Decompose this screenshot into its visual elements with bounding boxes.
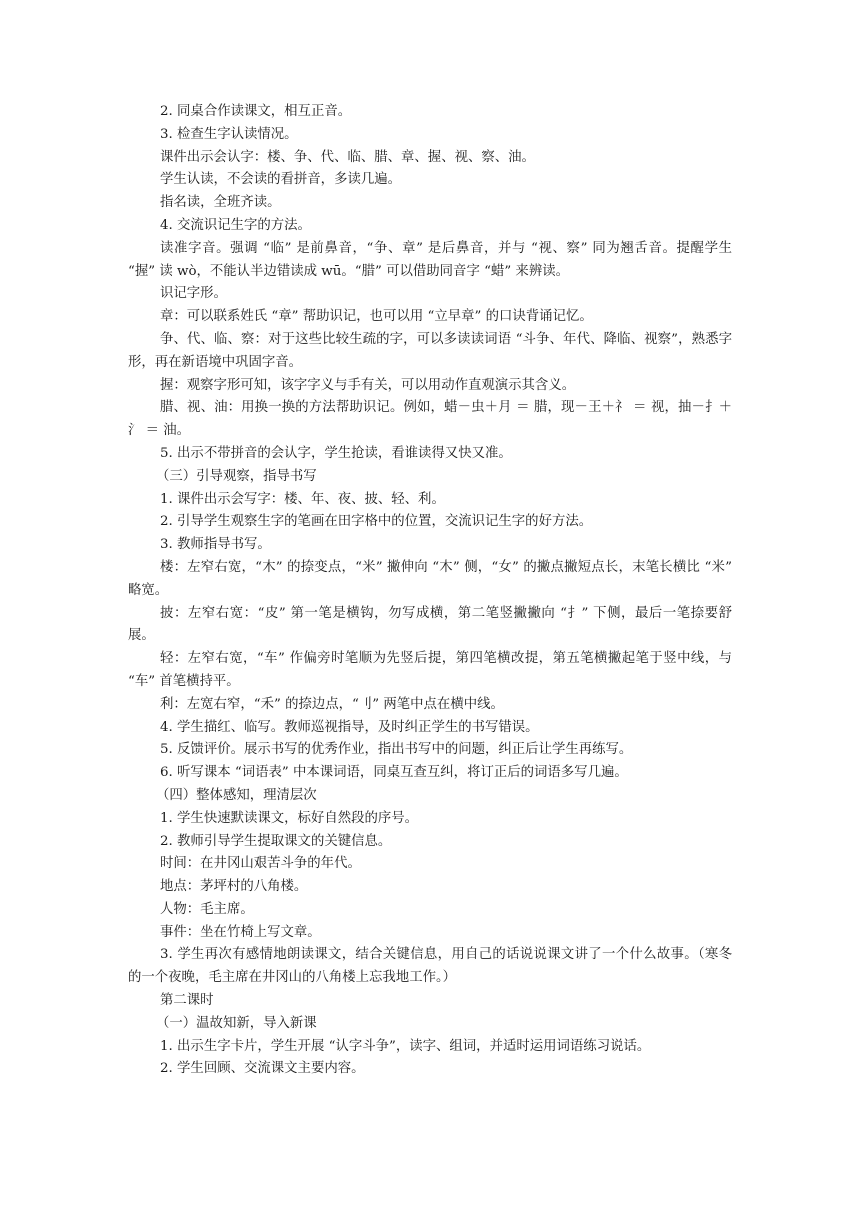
section-heading: （一）温故知新，导入新课 [156, 1015, 317, 1031]
section-heading: （三）引导观察，指导书写 [156, 468, 317, 484]
paragraph: 2. 引导学生观察生字的笔画在田字格中的位置，交流识记生字的好方法。 [160, 514, 593, 530]
document-page [128, 101, 732, 1081]
paragraph: 披：左窄右宽：“皮” 第一笔是横钩，勿写成横，第二笔竖撇撇向 “扌” 下侧，最后一笔捺要舒展。 [128, 605, 732, 644]
paragraph: 3. 检查生字认读情况。 [160, 126, 298, 142]
paragraph: 章：可以联系姓氏 “章” 帮助识记，也可以用 “立早章” 的口诀背诵记忆。 [160, 309, 593, 325]
section-heading: （四）整体感知，理清层次 [156, 787, 317, 803]
paragraph: 腊、视、油：用换一换的方法帮助识记。例如，蜡－虫＋月 ＝ 腊，现－王＋礻 ＝ 视，抽－扌＋氵 ＝ 油。 [128, 400, 732, 439]
paragraph: 人物：毛主席。 [160, 901, 254, 917]
paragraph: 5. 出示不带拼音的会认字，学生抢读，看谁读得又快又准。 [160, 445, 512, 461]
paragraph: 轻：左窄右宽，“车” 作偏旁时笔顺为先竖后提，第四笔横改提，第五笔横撇起笔于竖中线，与 “车” 首笔横持平。 [128, 651, 732, 689]
paragraph: 争、代、临、察：对于这些比较生疏的字，可以多读读词语 “斗争、年代、降临、视察”，熟悉字形，再在新语境中巩固字音。 [128, 331, 732, 370]
paragraph: 1. 出示生字卡片，学生开展 “认字斗争”，读字、组词，并适时运用词语练习说话。 [160, 1038, 651, 1054]
paragraph: 2. 学生回顾、交流课文主要内容。 [160, 1061, 365, 1077]
paragraph: 利：左宽右窄，“禾” 的捺边点，“刂” 两笔中点在横中线。 [160, 696, 504, 712]
paragraph: 4. 学生描红、临写。教师巡视指导，及时纠正学生的书写错误。 [160, 719, 539, 735]
paragraph: 识记字形。 [160, 286, 227, 302]
paragraph: 2. 教师引导学生提取课文的关键信息。 [160, 833, 392, 849]
paragraph: 4. 交流识记生字的方法。 [160, 217, 311, 233]
paragraph: 时间：在井冈山艰苦斗争的年代。 [160, 856, 361, 872]
paragraph: 指名读，全班齐读。 [160, 195, 281, 211]
paragraph: 读准字音。强调 “临” 是前鼻音，“争、章” 是后鼻音，并与 “视、察” 同为翘舌音。提醒学生 “握” 读 wò，不能认半边错读成 wū。“腊” 可以借助同音字 “蜡” 来辨读。 [128, 240, 732, 279]
paragraph: 3. 教师指导书写。 [160, 537, 271, 553]
paragraph: 学生认读，不会读的看拼音，多读几遍。 [160, 172, 402, 188]
paragraph: 事件：坐在竹椅上写文章。 [160, 924, 321, 940]
paragraph: 楼：左窄右宽，“木” 的捺变点，“米” 撇伸向 “木” 侧，“女” 的撇点撇短点长，末笔长横比 “米” 略宽。 [128, 559, 732, 598]
paragraph: 6. 听写课本 “词语表” 中本课词语，同桌互查互纠，将订正后的词语多写几遍。 [160, 765, 628, 781]
paragraph: 3. 学生再次有感情地朗读课文，结合关键信息，用自己的话说说课文讲了一个什么故事。（寒冬的一个夜晚，毛主席在井冈山的八角楼上忘我地工作。） [128, 947, 732, 986]
paragraph: 地点：茅坪村的八角楼。 [160, 879, 308, 895]
paragraph: 握：观察字形可知，该字字义与手有关，可以用动作直观演示其含义。 [160, 377, 576, 393]
lesson-heading: 第二课时 [160, 993, 214, 1009]
paragraph: 2. 同桌合作读课文，相互正音。 [160, 104, 352, 119]
paragraph: 课件出示会认字：楼、争、代、临、腊、章、握、视、察、油。 [160, 149, 535, 165]
paragraph: 1. 学生快速默读课文，标好自然段的序号。 [160, 810, 419, 826]
paragraph: 5. 反馈评价。展示书写的优秀作业，指出书写中的问题，纠正后让学生再练写。 [160, 742, 633, 758]
paragraph: 1. 课件出示会写字：楼、年、夜、披、轻、利。 [160, 491, 445, 507]
